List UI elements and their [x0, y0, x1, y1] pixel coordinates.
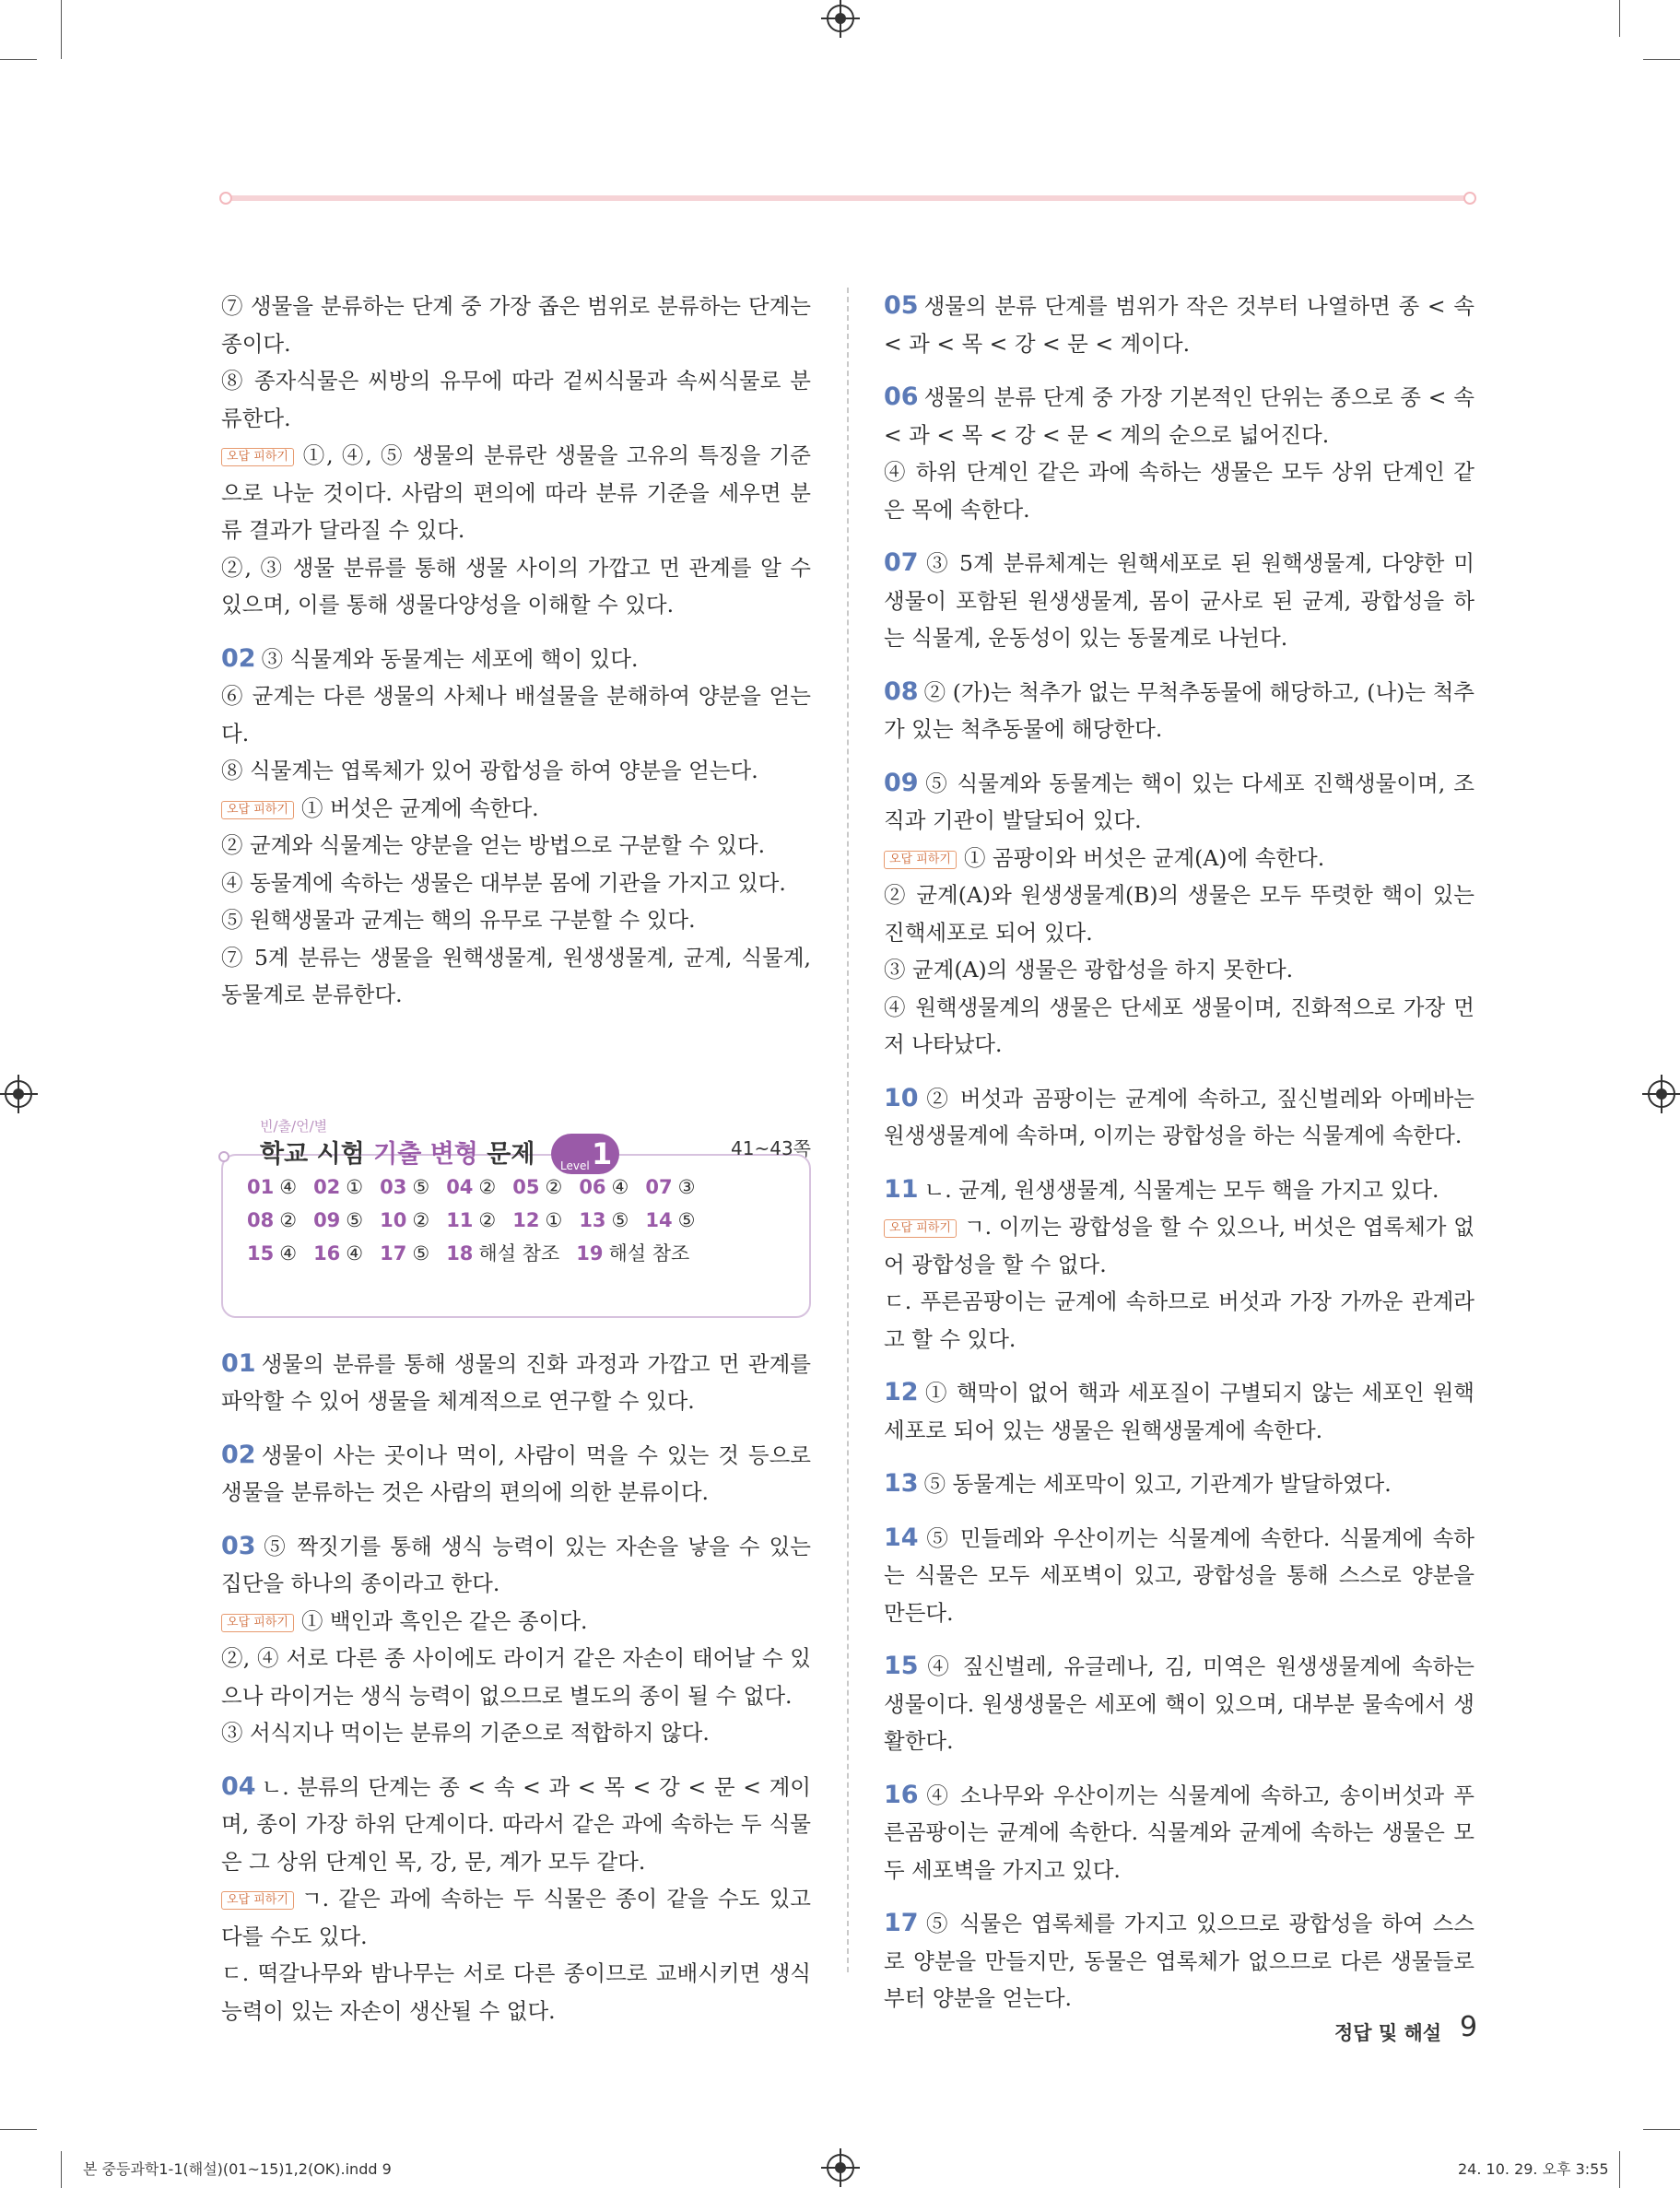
text-line: 05 생물의 분류 단계를 범위가 작은 것부터 나열하면 종 < 속 < 과 < 목 < 강 < 문 < 계이다. [884, 291, 1474, 357]
text-line: ②, ④ 서로 다른 종 사이에도 라이거 같은 자손이 태어날 수 있으나 라이거는 생식 능력이 없으므로 별도의 종이 될 수 없다. [221, 1645, 811, 1709]
question-number: 11 [884, 1174, 919, 1204]
explanation-13 [884, 1465, 1474, 1503]
question-number: 16 [884, 1780, 919, 1809]
text-line: ㄷ. 떡갈나무와 밤나무는 서로 다른 종이므로 교배시키면 생식 능력이 있는 자손이 생산될 수 없다. [221, 1960, 811, 2024]
text-line: ⑦ 5계 분류는 생물을 원핵생물계, 원생생물계, 균계, 식물계, 동물계로 분류한다. [221, 944, 811, 1007]
registration-mark-icon [5, 1080, 32, 1108]
answer-key-item: 11 ② [446, 1208, 497, 1231]
explanation-02 [221, 1437, 811, 1512]
answer-key-item: 04 ② [446, 1175, 497, 1198]
question-number: 07 [884, 548, 919, 577]
wrong-answer-tag: 오답 피하기 [221, 1614, 294, 1632]
answer-key-item: 06 ④ [579, 1175, 629, 1198]
print-slug-date: 24. 10. 29. 오후 3:55 [1458, 2160, 1609, 2178]
question-number: 02 [221, 1440, 256, 1469]
wrong-answer-note: 오답 피하기 ① 백인과 흑인은 같은 종이다. [221, 1603, 811, 1641]
page-number: 9 [1460, 2011, 1478, 2043]
text-line: 10 ② 버섯과 곰팡이는 균계에 속하고, 짚신벌레와 아메바는 원생생물계에 속하며, 이끼는 광합성을 하는 식물계에 속한다. [884, 1083, 1474, 1148]
explanation-08 [884, 674, 1474, 748]
question-number: 13 [884, 1469, 919, 1498]
explanation-10 [884, 1080, 1474, 1155]
wrong-answer-tag: 오답 피하기 [221, 448, 294, 466]
left-column [221, 288, 811, 2046]
question-number: 10 [884, 1083, 919, 1112]
text-line: ③ 서식지나 먹이는 분류의 기준으로 적합하지 않다. [221, 1720, 710, 1746]
explanation-05 [884, 288, 1474, 362]
answer-key-item: 09 ⑤ [313, 1208, 364, 1231]
answer-key-item: 08 ② [247, 1208, 298, 1231]
crop-mark [61, 2151, 62, 2188]
text-line: ② 균계와 식물계는 양분을 얻는 방법으로 구분할 수 있다. [221, 832, 766, 858]
crop-mark [0, 59, 37, 60]
explanation-17 [884, 1905, 1474, 2017]
text-line: ⑦ 생물을 분류하는 단계 중 가장 좁은 범위로 분류하는 단계는 종이다. [221, 293, 811, 357]
answer-key-item: 13 ⑤ [579, 1208, 629, 1231]
answer-key-item: 17 ⑤ [380, 1241, 430, 1265]
registration-mark-icon [1648, 1080, 1675, 1108]
explanation-07 [884, 545, 1474, 657]
text-line: 02 생물이 사는 곳이나 먹이, 사람이 먹을 수 있는 것 등으로 생물을 분류하는 것은 사람의 편의에 의한 분류이다. [221, 1440, 811, 1505]
text-line: 15 ④ 짚신벌레, 유글레나, 김, 미역은 원생생물계에 속하는 생물이다. 원생생물은 세포에 핵이 있으며, 대부분 물속에서 생활한다. [884, 1652, 1474, 1754]
text-line: ⑤ 원핵생물과 균계는 핵의 유무로 구분할 수 있다. [221, 907, 696, 933]
answer-key-row [247, 1170, 800, 1204]
frame-dot [218, 1151, 229, 1162]
explanation-03 [221, 1528, 811, 1752]
explanation-12 [884, 1374, 1474, 1449]
crop-mark [1643, 59, 1680, 60]
level-badge: Level 1 [551, 1134, 619, 1174]
crop-mark [1643, 2129, 1680, 2130]
text-line: 11 ㄴ. 균계, 원생생물계, 식물계는 모두 핵을 가지고 있다. [884, 1174, 1439, 1204]
question-number: 01 [221, 1348, 256, 1378]
answer-key-row [247, 1204, 800, 1237]
question-number: 04 [221, 1771, 256, 1801]
answer-key-item: 19 해설 참조 [576, 1241, 690, 1265]
registration-mark-icon [827, 5, 854, 32]
question-number: 02 [221, 643, 256, 673]
answer-key [247, 1170, 800, 1270]
explanation-04 [221, 1769, 811, 2030]
wrong-answer-tag: 오답 피하기 [884, 851, 957, 869]
wrong-answer-tag: 오답 피하기 [884, 1219, 957, 1238]
question-number: 05 [884, 291, 919, 320]
text-line: ② 균계(A)와 원생생물계(B)의 생물은 모두 뚜렷한 핵이 있는 진핵세포로 되어 있다. [884, 882, 1474, 946]
explanation-16 [884, 1777, 1474, 1889]
text-line: 16 ④ 소나무와 우산이끼는 식물계에 속하고, 송이버섯과 푸른곰팡이는 균계에 속한다. 식물계와 균계에 속하는 생물은 모두 세포벽을 가지고 있다. [884, 1780, 1474, 1883]
crop-mark [1619, 2151, 1620, 2188]
text-line: ③ 균계(A)의 생물은 광합성을 하지 못한다. [884, 957, 1294, 982]
wrong-answer-note: 오답 피하기 ㄱ. 같은 과에 속하는 두 식물은 종이 같을 수도 있고 다를 수도 있다. [221, 1886, 811, 1949]
explanation-01 [221, 1346, 811, 1420]
answer-02 [221, 641, 811, 1014]
text-line: 02 ③ 식물계와 동물계는 세포에 핵이 있다. [221, 643, 639, 673]
wrong-answer-note: 오답 피하기 ㄱ. 이끼는 광합성을 할 수 있으나, 버섯은 엽록체가 없어 광합성을 할 수 없다. [884, 1214, 1474, 1277]
wrong-answer-tag: 오답 피하기 [221, 801, 294, 819]
question-number: 03 [221, 1531, 256, 1560]
text-line: 04 ㄴ. 분류의 단계는 종 < 속 < 과 < 목 < 강 < 문 < 계이며, 종이 가장 하위 단계이다. 따라서 같은 과에 속하는 두 식물은 그 상위 단계인 목, 강, 문, 계가 모두 같다. [221, 1771, 811, 1875]
text-line: 17 ⑤ 식물은 엽록체를 가지고 있으므로 광합성을 하여 스스로 양분을 만들지만, 동물은 엽록체가 없으므로 다른 생물들로부터 양분을 얻는다. [884, 1909, 1474, 2011]
answer-key-item: 12 ① [512, 1208, 563, 1231]
page-range: 41~43쪽 [731, 1136, 811, 1159]
explanation-09 [884, 765, 1474, 1064]
wrong-answer-note: 오답 피하기 ①, ④, ⑤ 생물의 분류란 생물을 고유의 특징을 기준으로 나눈 것이다. 사람의 편의에 따라 분류 기준을 세우면 분류 결과가 달라질 수 있다. [221, 442, 811, 543]
question-number: 08 [884, 676, 919, 706]
print-slug-file: 본 중등과학1-1(해설)(01~15)1,2(OK).indd 9 [83, 2160, 392, 2178]
question-number: 15 [884, 1652, 919, 1680]
answer-01-continued [221, 288, 811, 624]
header-rule [225, 195, 1471, 201]
question-number: 12 [884, 1378, 919, 1406]
footer-section-title: 정답 및 해설 [1334, 2022, 1442, 2044]
answer-key-item: 02 ① [313, 1175, 364, 1198]
text-line: 01 생물의 분류를 통해 생물의 진화 과정과 가깝고 먼 관계를 파악할 수 있어 생물을 체계적으로 연구할 수 있다. [221, 1348, 811, 1414]
question-number: 17 [884, 1909, 919, 1937]
answer-key-item: 18 해설 참조 [446, 1241, 560, 1265]
level-subtitle: 빈/출/언/별 [260, 1117, 328, 1135]
text-line: 06 생물의 분류 단계 중 가장 기본적인 단위는 종으로 종 < 속 < 과 < 목 < 강 < 문 < 계의 순으로 넓어진다. [884, 382, 1474, 448]
text-line: 13 ⑤ 동물계는 세포막이 있고, 기관계가 발달하였다. [884, 1469, 1392, 1498]
level-answer-box [221, 1117, 811, 1318]
answer-key-item: 01 ④ [247, 1175, 298, 1198]
crop-mark [1619, 0, 1620, 37]
question-number: 14 [884, 1523, 919, 1552]
explanation-15 [884, 1648, 1474, 1760]
text-line: 12 ① 핵막이 없어 핵과 세포질이 구별되지 않는 세포인 원핵세포로 되어 있는 생물은 원핵생물계에 속한다. [884, 1378, 1474, 1443]
wrong-answer-note: 오답 피하기 ① 곰팡이와 버섯은 균계(A)에 속한다. [884, 840, 1474, 877]
explanation-14 [884, 1520, 1474, 1632]
question-number: 09 [884, 768, 919, 797]
text-line: 07 ③ 5계 분류체계는 원핵세포로 된 원핵생물계, 다양한 미생물이 포함된 원생생물계, 몸이 균사로 된 균계, 광합성을 하는 식물계, 운동성이 있는 동물계로 나뉜다. [884, 548, 1474, 651]
text-line: 14 ⑤ 민들레와 우산이끼는 식물계에 속한다. 식물계에 속하는 식물은 모두 세포벽이 있고, 광합성을 통해 스스로 양분을 만든다. [884, 1523, 1474, 1626]
text-line: ②, ③ 생물 분류를 통해 생물 사이의 가깝고 먼 관계를 알 수 있으며, 이를 통해 생물다양성을 이해할 수 있다. [221, 554, 811, 618]
answer-key-item: 14 ⑤ [645, 1208, 696, 1231]
text-line: ④ 하위 단계인 같은 과에 속하는 생물은 모두 상위 단계인 같은 목에 속한다. [884, 459, 1474, 523]
crop-mark [0, 2129, 37, 2130]
answer-key-item: 05 ② [512, 1175, 563, 1198]
registration-mark-icon [827, 2154, 854, 2182]
answer-key-item: 03 ⑤ [380, 1175, 430, 1198]
text-line: ⑥ 균계는 다른 생물의 사체나 배설물을 분해하여 양분을 얻는다. [221, 683, 811, 747]
text-line: ④ 원핵생물계의 생물은 단세포 생물이며, 진화적으로 가장 먼저 나타났다. [884, 994, 1474, 1057]
text-line: ⑧ 식물계는 엽록체가 있어 광합성을 하여 양분을 얻는다. [221, 758, 758, 783]
wrong-answer-tag: 오답 피하기 [221, 1891, 294, 1910]
question-number: 06 [884, 382, 919, 411]
answer-key-item: 07 ③ [645, 1175, 696, 1198]
crop-mark [61, 0, 62, 59]
text-line: ④ 동물계에 속하는 생물은 대부분 몸에 기관을 가지고 있다. [221, 869, 786, 896]
wrong-answer-note: 오답 피하기 ① 버섯은 균계에 속한다. [221, 790, 811, 828]
text-line: ⑧ 종자식물은 씨방의 유무에 따라 겉씨식물과 속씨식물로 분류한다. [221, 368, 811, 431]
column-divider [847, 288, 849, 1972]
level-title: 학교 시험 기출 변형 문제 [260, 1139, 535, 1169]
explanation-06 [884, 379, 1474, 528]
text-line: 03 ⑤ 짝짓기를 통해 생식 능력이 있는 자손을 낳을 수 있는 집단을 하나의 종이라고 한다. [221, 1531, 811, 1596]
answer-key-row [247, 1237, 800, 1270]
answer-key-item: 15 ④ [247, 1241, 298, 1265]
text-line: ㄷ. 푸른곰팡이는 균계에 속하므로 버섯과 가장 가까운 관계라고 할 수 있다. [884, 1288, 1474, 1352]
right-column [884, 288, 1474, 2034]
text-line: 08 ② (가)는 척추가 없는 무척추동물에 해당하고, (나)는 척추가 있는 척추동물에 해당한다. [884, 676, 1474, 742]
answer-key-item: 10 ② [380, 1208, 430, 1231]
explanation-11 [884, 1171, 1474, 1359]
text-line: 09 ⑤ 식물계와 동물계는 핵이 있는 다세포 진핵생물이며, 조직과 기관이 발달되어 있다. [884, 768, 1474, 833]
answer-key-item: 16 ④ [313, 1241, 364, 1265]
